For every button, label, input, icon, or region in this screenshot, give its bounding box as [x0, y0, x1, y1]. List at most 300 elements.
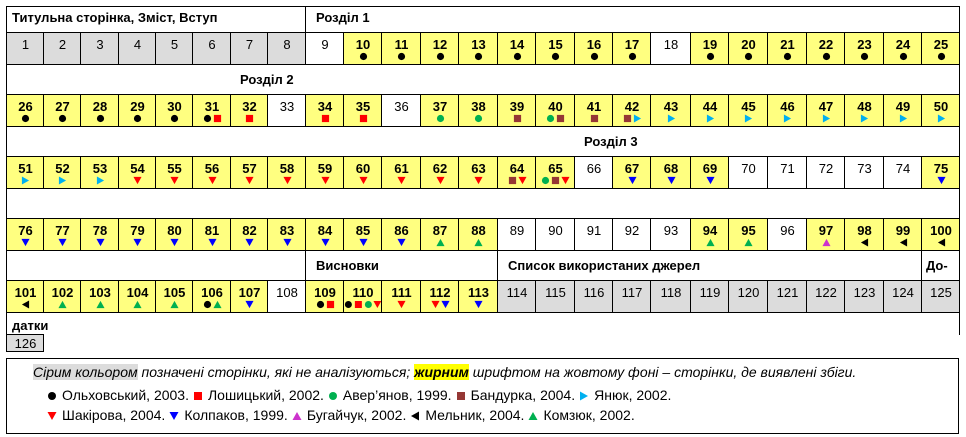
page-cell: [497, 218, 536, 251]
av-circle-icon: [541, 176, 550, 185]
page-number: 24: [895, 37, 911, 52]
source-marks: [156, 113, 193, 124]
page-number: 49: [895, 99, 911, 114]
page-number: 48: [857, 99, 872, 114]
ko-triangle-down-icon: [245, 238, 254, 247]
source-marks: [845, 51, 884, 62]
source-marks: [44, 175, 81, 186]
page-cell: [806, 280, 845, 313]
me-triangle-left-icon: [410, 411, 420, 421]
source-marks: [344, 237, 382, 248]
grid-rule: [6, 6, 7, 33]
page-number: 74: [895, 161, 911, 176]
page-cell: [80, 94, 119, 127]
ko-triangle-down-icon: [706, 176, 715, 185]
legend-label: Янюк, 2002.: [594, 387, 672, 403]
page-cell: [420, 156, 459, 189]
source-marks: [459, 299, 498, 310]
km-triangle-up-icon: [474, 238, 483, 247]
source-marks: [691, 175, 729, 186]
page-cell: [230, 156, 268, 189]
page-number: 76: [18, 223, 33, 238]
source-marks: [193, 113, 231, 124]
lo-square-icon: [354, 300, 363, 309]
legend-label: Колпаков, 1999.: [184, 407, 288, 423]
source-marks: [807, 51, 845, 62]
page-number: 36: [394, 99, 409, 114]
legend-label: Ольховський, 2003.: [62, 387, 189, 403]
page-cell: [458, 218, 498, 251]
page-cell: [728, 156, 768, 189]
ko-triangle-down-icon: [474, 300, 483, 309]
source-marks: [536, 51, 575, 62]
source-marks: [119, 237, 156, 248]
page-number: 62: [432, 161, 448, 176]
page-number: 46: [780, 99, 795, 114]
km-triangle-up-icon: [133, 300, 142, 309]
page-number: 114: [506, 285, 528, 300]
source-marks: [922, 175, 960, 186]
sh-triangle-down-icon: [397, 176, 406, 185]
lo-square-icon: [245, 114, 254, 123]
grid-rule: [6, 126, 960, 127]
legend-bold-rest: шрифтом на жовтому фоні – сторінки, де виявлені збіги.: [468, 364, 857, 380]
source-marks: [7, 299, 44, 310]
page-cell: [574, 32, 613, 65]
km-triangle-up-icon: [58, 300, 67, 309]
legend-item-ol: [47, 386, 189, 405]
grid-rule: [6, 218, 960, 219]
page-number: 100: [930, 223, 952, 238]
section-title-3: Розділ 3: [584, 134, 638, 149]
page-number: 5: [170, 37, 179, 52]
grid-rule: [6, 64, 960, 65]
legend-sources-row-1: [47, 386, 675, 406]
page-number: 96: [780, 223, 795, 238]
page-number: 33: [279, 99, 295, 114]
grid-rule: [959, 218, 960, 251]
page-number: 97: [818, 223, 834, 238]
ko-triangle-down-icon: [283, 238, 292, 247]
source-marks: [922, 113, 960, 124]
page-cell: [6, 280, 44, 313]
source-marks: [7, 175, 44, 186]
source-marks: [119, 299, 156, 310]
lo-square-icon: [326, 300, 335, 309]
sh-triangle-down-icon: [397, 300, 406, 309]
page-number: 63: [471, 161, 486, 176]
km-triangle-up-icon: [170, 300, 179, 309]
grid-rule: [6, 280, 960, 281]
page-number: 47: [818, 99, 834, 114]
page-cell: [43, 156, 81, 189]
page-number: 37: [432, 99, 448, 114]
page-number: 12: [432, 37, 448, 52]
page-number: 65: [548, 161, 563, 176]
source-marks: [729, 237, 768, 248]
page-cell: [690, 156, 729, 189]
page-number: 67: [624, 161, 640, 176]
page-cell: [690, 32, 729, 65]
page-cell: [458, 280, 498, 313]
page-cell: [381, 94, 421, 127]
page-number: 103: [89, 285, 111, 300]
grid-rule: [959, 280, 960, 313]
source-marks: [44, 237, 81, 248]
page-number: 39: [509, 99, 525, 114]
page-number: 85: [355, 223, 371, 238]
section-title-appendices-b: датки: [12, 318, 49, 333]
page-cell: [690, 218, 729, 251]
lo-square-icon: [193, 391, 203, 401]
page-number: 32: [242, 99, 257, 114]
ko-triangle-down-icon: [169, 411, 179, 421]
source-marks: [729, 51, 768, 62]
ya-triangle-right-icon: [58, 176, 67, 185]
ba-square-icon: [508, 176, 517, 185]
source-marks: [156, 299, 193, 310]
page-number: 93: [663, 223, 679, 238]
page-cell: [612, 94, 651, 127]
page-number: 81: [204, 223, 220, 238]
page-number: 106: [201, 285, 223, 300]
ba-square-icon: [551, 176, 560, 185]
source-marks: [613, 51, 651, 62]
page-number: 126: [14, 336, 37, 351]
page-number: 119: [699, 285, 721, 300]
page-cell: [883, 156, 922, 189]
page-cell: [6, 94, 44, 127]
page-number: 26: [18, 99, 33, 114]
page-cell: [690, 280, 729, 313]
ko-triangle-down-icon: [245, 300, 254, 309]
source-marks: [231, 237, 268, 248]
page-cell: [230, 280, 268, 313]
page-cell: [80, 280, 119, 313]
grid-rule: [959, 32, 960, 65]
source-marks: [884, 51, 922, 62]
page-number: 91: [586, 223, 602, 238]
source-marks: [807, 237, 845, 248]
page-cell: [883, 218, 922, 251]
source-marks: [421, 299, 459, 310]
legend-label: Авер’янов, 1999.: [342, 387, 452, 403]
source-marks: [768, 113, 807, 124]
legend-box: [6, 358, 959, 434]
page-cell: [343, 280, 382, 313]
legend-item-lo: [193, 386, 324, 405]
source-marks: [81, 113, 119, 124]
ol-circle-icon: [21, 114, 30, 123]
page-cell: [192, 156, 231, 189]
page-cell: [420, 32, 459, 65]
source-marks: [421, 175, 459, 186]
grid-rule: [6, 64, 7, 95]
page-cell: [650, 94, 691, 127]
page-number: 108: [276, 285, 298, 300]
grid-rule: [6, 312, 960, 313]
page-cell: [155, 218, 193, 251]
ya-triangle-right-icon: [667, 114, 676, 123]
source-marks: [807, 113, 845, 124]
source-marks: [536, 113, 575, 124]
km-triangle-up-icon: [706, 238, 715, 247]
page-number: 8: [283, 37, 291, 52]
grid-rule: [6, 351, 44, 352]
page-cell: [267, 94, 306, 127]
page-cell: [6, 218, 44, 251]
ya-triangle-right-icon: [633, 114, 642, 123]
ko-triangle-down-icon: [359, 238, 368, 247]
page-number: 1: [21, 37, 30, 52]
page-number: 2: [58, 37, 67, 52]
source-marks: [382, 299, 421, 310]
page-cell: [535, 280, 575, 313]
page-number: 17: [624, 37, 640, 52]
sh-triangle-down-icon: [170, 176, 179, 185]
grid-rule: [305, 6, 306, 33]
page-cell: [574, 218, 613, 251]
page-number: 101: [14, 285, 37, 300]
legend-label: Комзюк, 2002.: [543, 407, 635, 423]
ya-triangle-right-icon: [822, 114, 831, 123]
page-number: 110: [352, 285, 374, 300]
source-marks: [193, 237, 231, 248]
source-marks: [81, 237, 119, 248]
page-number: 95: [741, 223, 756, 238]
page-number: 122: [815, 285, 837, 300]
page-cell: [305, 32, 344, 65]
source-marks: [344, 51, 382, 62]
page-cell: [806, 218, 845, 251]
page-number: 11: [394, 37, 409, 52]
source-marks: [344, 175, 382, 186]
page-number: 87: [432, 223, 448, 238]
source-marks: [768, 51, 807, 62]
source-marks: [729, 113, 768, 124]
page-cell: [43, 32, 81, 65]
page-number: 22: [818, 37, 834, 52]
section-title-appendices-a: До-: [926, 258, 948, 273]
page-cell: [458, 156, 498, 189]
me-triangle-left-icon: [937, 238, 946, 247]
legend-label: Мельник, 2004.: [425, 407, 525, 423]
page-cell: [343, 156, 382, 189]
page-cell: [767, 156, 807, 189]
page-cell: [883, 94, 922, 127]
page-cell: [728, 32, 768, 65]
legend-item-ya: [579, 386, 671, 405]
page-cell: [230, 218, 268, 251]
source-marks: [922, 51, 960, 62]
page-cell: [6, 32, 44, 65]
source-marks: [231, 113, 268, 124]
page-cell: [921, 32, 960, 65]
page-cell: [420, 94, 459, 127]
source-marks: [691, 237, 729, 248]
grid-rule: [6, 188, 960, 189]
source-marks: [459, 113, 498, 124]
source-marks: [421, 113, 459, 124]
km-triangle-up-icon: [528, 411, 538, 421]
legend-label: Шакірова, 2004.: [62, 407, 166, 423]
ol-circle-icon: [203, 300, 212, 309]
sh-triangle-down-icon: [561, 176, 570, 185]
page-number: 111: [391, 285, 412, 300]
ol-circle-icon: [436, 52, 445, 61]
av-circle-icon: [436, 114, 445, 123]
page-cell: [458, 94, 498, 127]
page-cell: [118, 280, 156, 313]
page-number: 20: [741, 37, 756, 52]
page-cell: [80, 156, 119, 189]
page-number: 38: [471, 99, 486, 114]
page-cell: [650, 156, 691, 189]
page-cell: [118, 218, 156, 251]
source-marks: [344, 113, 382, 124]
page-cell: [612, 156, 651, 189]
grid-rule: [959, 156, 960, 189]
ol-circle-icon: [899, 52, 908, 61]
page-number: 79: [130, 223, 145, 238]
page-cell: [381, 280, 421, 313]
page-cell: [535, 32, 575, 65]
page-cell: [574, 94, 613, 127]
page-number: 29: [130, 99, 145, 114]
km-triangle-up-icon: [436, 238, 445, 247]
source-marks: [421, 51, 459, 62]
ol-circle-icon: [47, 391, 57, 401]
ko-triangle-down-icon: [21, 238, 30, 247]
page-number: 72: [818, 161, 834, 176]
page-number: 61: [394, 161, 409, 176]
source-marks: [382, 51, 421, 62]
page-cell: [80, 32, 119, 65]
page-number: 44: [702, 99, 718, 114]
source-marks: [459, 237, 498, 248]
source-marks: [231, 299, 268, 310]
source-marks: [231, 175, 268, 186]
ol-circle-icon: [316, 300, 325, 309]
legend-item-av: [328, 386, 452, 405]
page-number: 69: [702, 161, 718, 176]
sh-triangle-down-icon: [431, 300, 440, 309]
page-number: 124: [892, 285, 914, 300]
page-cell: [343, 94, 382, 127]
section-title-1: Розділ 1: [316, 10, 370, 25]
page-number: 71: [780, 161, 795, 176]
sh-triangle-down-icon: [359, 176, 368, 185]
source-marks: [306, 237, 344, 248]
source-marks: [382, 237, 421, 248]
source-marks: [691, 51, 729, 62]
page-cell: [921, 218, 960, 251]
page-cell: [155, 94, 193, 127]
ba-square-icon: [556, 114, 565, 123]
page-number: 4: [133, 37, 142, 52]
page-cell: [921, 156, 960, 189]
ya-triangle-right-icon: [937, 114, 946, 123]
sh-triangle-down-icon: [47, 411, 57, 421]
source-marks: [884, 113, 922, 124]
page-cell: [767, 94, 807, 127]
page-number: 16: [586, 37, 602, 52]
page-cell: [43, 94, 81, 127]
source-marks: [344, 299, 382, 310]
ko-triangle-down-icon: [937, 176, 946, 185]
lo-square-icon: [359, 114, 368, 123]
page-number: 66: [586, 161, 602, 176]
page-cell: [305, 156, 344, 189]
source-marks: [651, 113, 691, 124]
ya-triangle-right-icon: [860, 114, 869, 123]
page-number: 78: [92, 223, 108, 238]
grid-rule: [959, 126, 960, 157]
page-cell: [767, 280, 807, 313]
page-number: 92: [624, 223, 640, 238]
grid-rule: [6, 334, 44, 335]
page-cell: [883, 32, 922, 65]
grid-rule: [6, 188, 7, 219]
page-cell: [921, 280, 960, 313]
page-cell: [43, 280, 81, 313]
me-triangle-left-icon: [899, 238, 908, 247]
ol-circle-icon: [783, 52, 792, 61]
page-number: 50: [933, 99, 949, 114]
ko-triangle-down-icon: [667, 176, 676, 185]
grid-rule: [959, 64, 960, 95]
source-marks: [536, 175, 575, 186]
page-number: 7: [245, 37, 254, 52]
ol-circle-icon: [344, 300, 353, 309]
page-cell: [728, 218, 768, 251]
page-cell: [192, 280, 231, 313]
source-marks: [44, 299, 81, 310]
source-marks: [651, 175, 691, 186]
grid-rule: [6, 250, 7, 281]
ol-circle-icon: [628, 52, 637, 61]
page-cell: [650, 218, 691, 251]
ol-circle-icon: [474, 52, 483, 61]
source-marks: [193, 175, 231, 186]
page-number: 80: [167, 223, 182, 238]
ko-triangle-down-icon: [397, 238, 406, 247]
page-number: 68: [663, 161, 679, 176]
page-cell: [728, 280, 768, 313]
page-cell: [381, 32, 421, 65]
bu-triangle-up-icon: [822, 238, 831, 247]
ol-circle-icon: [133, 114, 142, 123]
page-cell: [806, 156, 845, 189]
page-number: 3: [96, 37, 104, 52]
grid-rule: [6, 94, 960, 95]
source-marks: [498, 51, 536, 62]
page-number: 31: [204, 99, 220, 114]
source-marks: [922, 237, 960, 248]
page-number: 43: [663, 99, 679, 114]
ol-circle-icon: [96, 114, 105, 123]
page-number: 42: [624, 99, 640, 114]
page-cell: [192, 94, 231, 127]
page-cell: [806, 32, 845, 65]
ya-triangle-right-icon: [21, 176, 30, 185]
source-marks: [613, 175, 651, 186]
page-number: 14: [509, 37, 525, 52]
page-number: 59: [317, 161, 333, 176]
page-number: 112: [429, 285, 451, 300]
page-cell: [381, 218, 421, 251]
ba-square-icon: [513, 114, 522, 123]
